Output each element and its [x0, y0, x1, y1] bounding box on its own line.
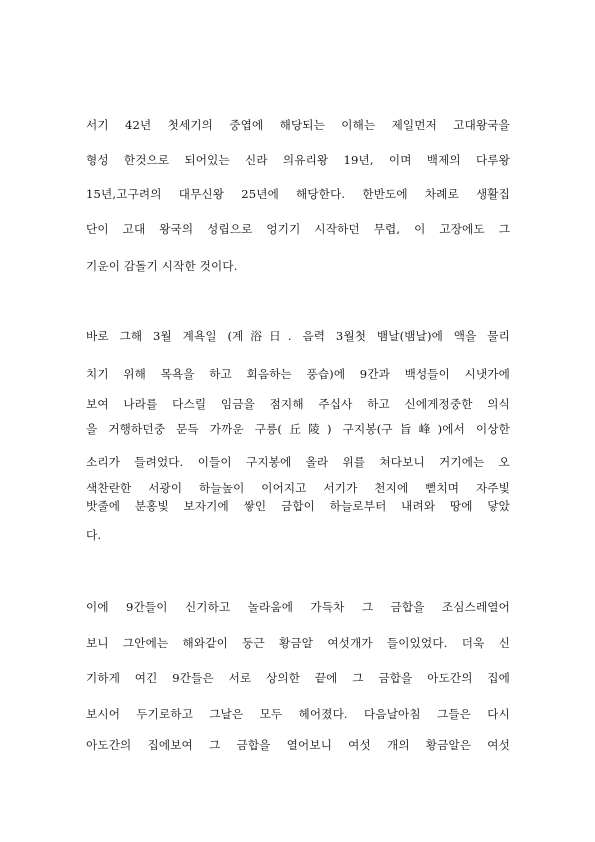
text-line: 을 거행하던중 문득 가까운 구릉(丘陵) 구지봉(구旨峰)에서 이상한 — [86, 422, 510, 436]
text-line: 기운이 감돌기 시작한 것이다. — [86, 259, 238, 273]
text-line: 기하게 여긴 9간들은 서로 상의한 끝에 그 금합을 아도간의 집에 — [86, 671, 510, 685]
text-line: 보니 그안에는 해와같이 둥근 황금알 여섯개가 들이있었다. 더욱 신 — [86, 636, 510, 650]
text-line: 이에 9간들이 신기하고 놀라움에 가득차 그 금합을 조심스레열어 — [86, 600, 510, 614]
text-line: 보시어 두기로하고 그날은 모두 헤어졌다. 다음날아침 그들은 다시 — [86, 707, 510, 721]
text-line: 서기 42년 첫세기의 중엽에 해당되는 이해는 제일먼저 고대왕국을 — [86, 118, 510, 132]
text-line: 색찬란한 서광이 하늘높이 이어지고 서기가 천지에 뻗치며 자주빛 — [86, 481, 510, 495]
text-line: 보여 나라를 다스릴 임금을 점지해 주십사 하고 신에게정중한 의식 — [86, 397, 510, 411]
text-line: 바로 그해 3월 계욕일 (계浴日. 음력 3월첫 뱀날(뱀날)에 액을 물리 — [86, 329, 510, 343]
text-line: 소리가 들려었다. 이들이 구지봉에 올라 위를 쳐다보니 거기에는 오 — [86, 455, 510, 469]
text-line: 다. — [86, 528, 102, 542]
text-line: 치기 위해 목욕을 하고 회음하는 풍습)에 9간과 백성들이 시냇가에 — [86, 367, 510, 381]
text-line: 15년,고구려의 대무신왕 25년에 해당한다. 한반도에 차례로 생활집 — [86, 187, 510, 201]
text-line: 단이 고대 왕국의 성립으로 엉기기 시작하던 무렵, 이 고장에도 그 — [86, 222, 510, 236]
text-line: 형성 한것으로 되어있는 신라 의유리왕 19년, 이며 백제의 다루왕 — [86, 153, 510, 167]
text-line: 아도간의 집에보여 그 금합을 열어보니 여섯 개의 황금알은 여섯 — [86, 738, 510, 752]
text-line: 밧줄에 분홍빛 보자기에 쌓인 금합이 하늘로부터 내려와 땅에 닿았 — [86, 499, 510, 513]
